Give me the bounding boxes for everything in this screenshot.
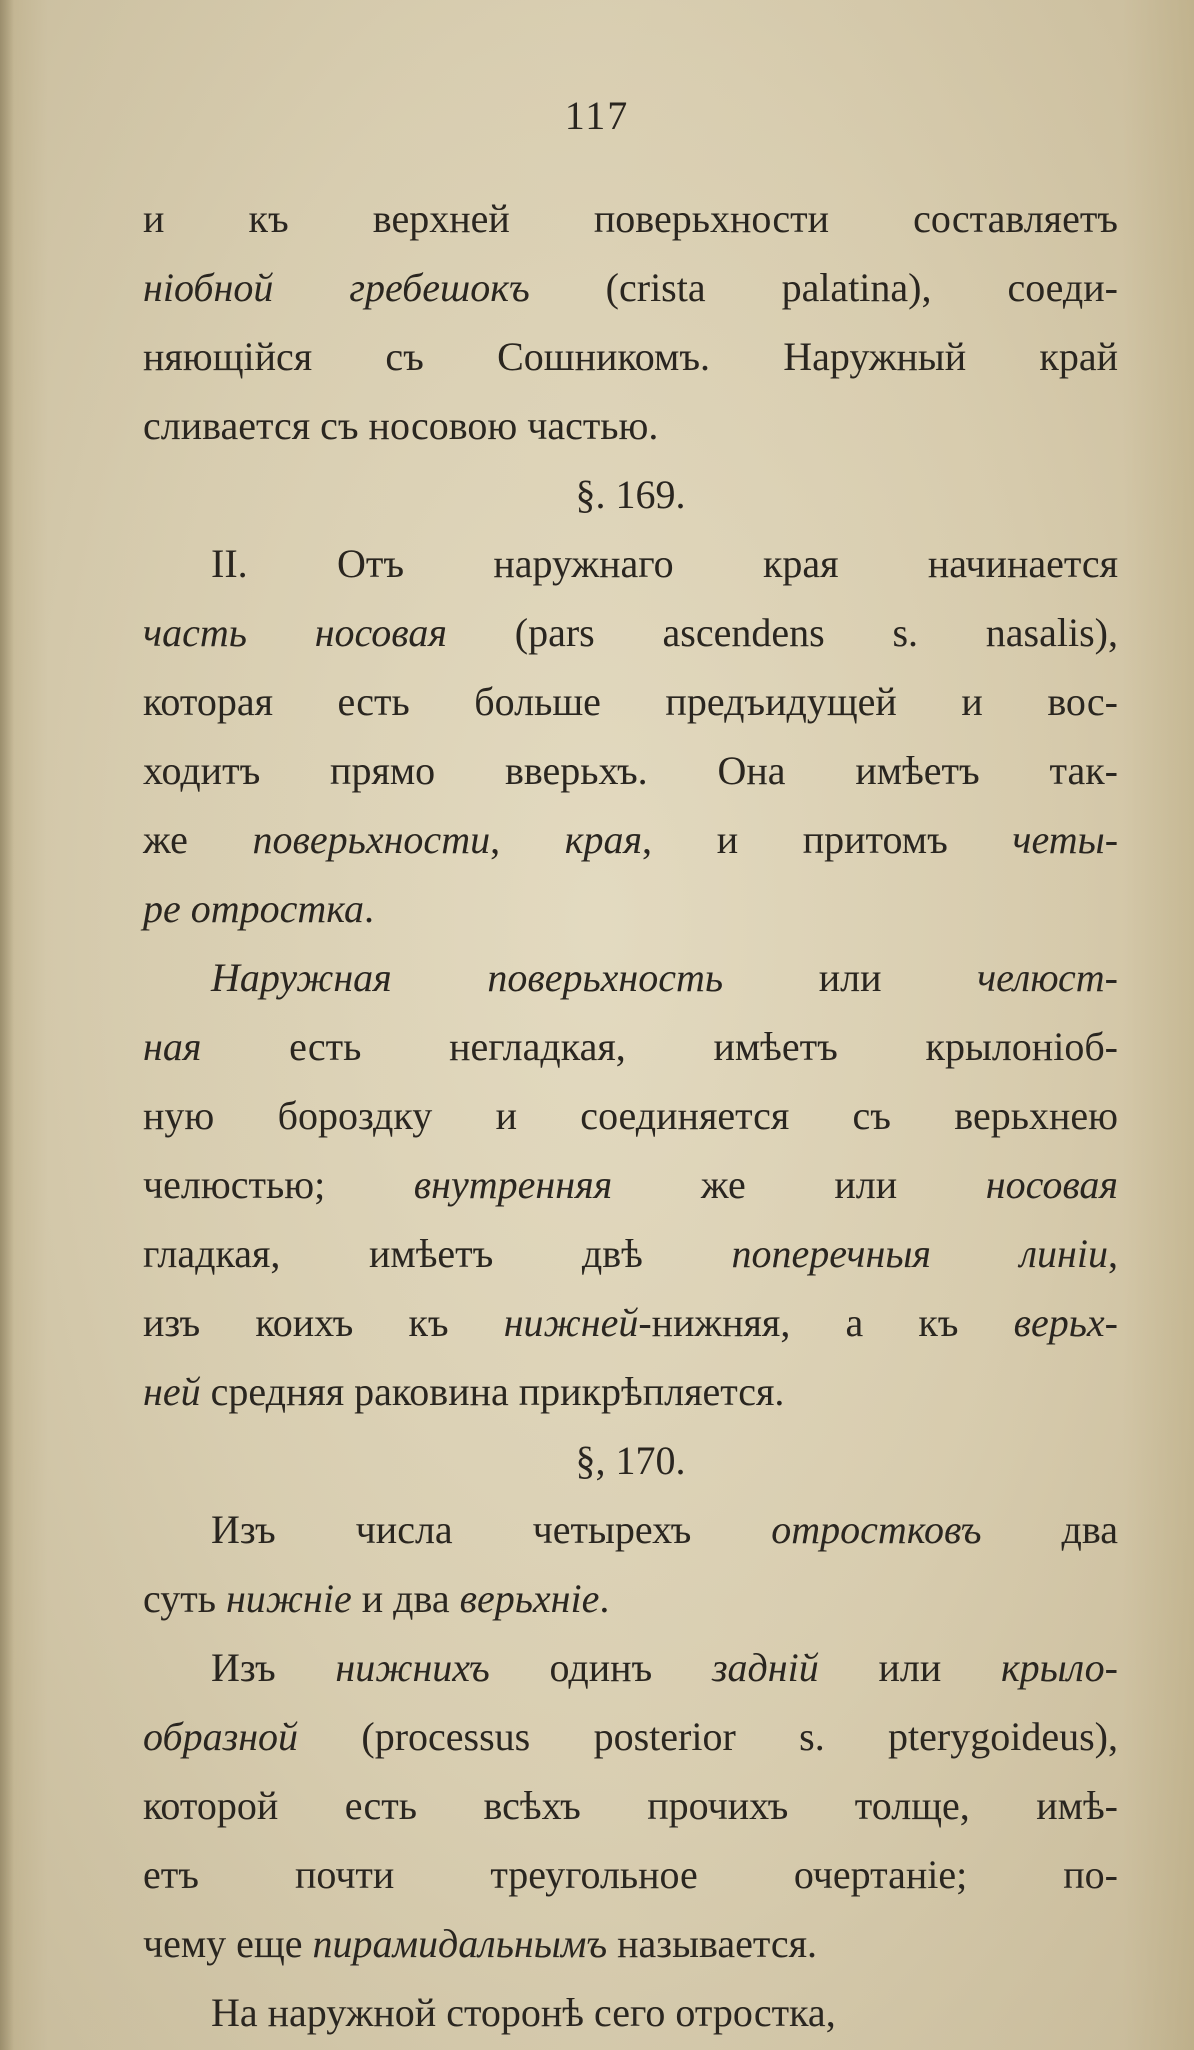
text-segment: няющійся съ Сошникомъ. Наружный край — [143, 334, 1118, 379]
page-body-text — [143, 184, 1118, 2047]
italic-term: пирамидальнымъ — [312, 1921, 608, 1966]
italic-term: нижнихъ — [335, 1645, 490, 1690]
page-edge-shadow — [0, 0, 14, 2050]
italic-term: челюст- — [977, 955, 1118, 1000]
text-segment: же — [143, 817, 253, 862]
text-segment: одинъ — [489, 1645, 712, 1690]
italic-term: поперечныя линіи — [731, 1231, 1108, 1276]
text-line — [143, 1840, 1118, 1909]
text-segment: II. Отъ наружнаго края начинается — [211, 541, 1118, 586]
page-number: 117 — [564, 93, 630, 138]
italic-term: верьхніе — [459, 1576, 600, 1621]
text-segment: (crista palatina), соеди- — [529, 265, 1118, 310]
text-line — [143, 1909, 1118, 1978]
text-line — [143, 874, 1118, 943]
text-line — [143, 1495, 1118, 1564]
italic-term: края — [564, 817, 643, 862]
text-line — [143, 598, 1118, 667]
italic-term: ная — [143, 1024, 202, 1069]
text-segment: сливается съ носовою частью. — [143, 403, 659, 448]
text-segment: челюстью; — [143, 1162, 414, 1207]
text-line — [143, 529, 1118, 598]
text-segment: §, 170. — [575, 1438, 686, 1483]
text-segment: гладкая, имѣетъ двѣ — [143, 1231, 732, 1276]
italic-term: крыло- — [1000, 1645, 1119, 1690]
text-segment: которой есть всѣхъ прочихъ толще, имѣ- — [143, 1783, 1118, 1828]
text-segment: (pars ascendens s. nasalis), — [447, 610, 1118, 655]
italic-term: четы- — [1012, 817, 1119, 862]
section-heading — [143, 1426, 1118, 1495]
text-segment: §. 169. — [575, 472, 686, 517]
text-segment: называется. — [607, 1921, 817, 1966]
italic-term: Наружная поверьхность — [211, 955, 724, 1000]
text-segment: , — [490, 817, 565, 862]
text-line — [143, 736, 1118, 805]
italic-term: ре отростка — [143, 886, 364, 931]
text-line — [143, 805, 1118, 874]
italic-term: ніобной гребешокъ — [143, 265, 530, 310]
text-line — [143, 1978, 1118, 2047]
text-line — [143, 1288, 1118, 1357]
text-segment: же или — [612, 1162, 986, 1207]
italic-term: нижніе — [225, 1576, 352, 1621]
text-segment: чему еще — [143, 1921, 313, 1966]
section-heading — [143, 460, 1118, 529]
text-segment: , — [1108, 1231, 1118, 1276]
text-line — [143, 1771, 1118, 1840]
text-segment: суть — [143, 1576, 226, 1621]
italic-term: отростковъ — [771, 1507, 982, 1552]
italic-term: верьх- — [1013, 1300, 1119, 1345]
text-segment: Изъ — [211, 1645, 336, 1690]
italic-term: образной — [143, 1714, 299, 1759]
text-line — [143, 1219, 1118, 1288]
text-segment: -нижняя, а къ — [638, 1300, 1014, 1345]
text-line — [143, 253, 1118, 322]
text-segment: ную бороздку и соединяется съ верьхнею — [143, 1093, 1118, 1138]
text-segment: . — [599, 1576, 610, 1621]
text-segment: изъ коихъ къ — [143, 1300, 504, 1345]
text-line — [143, 1012, 1118, 1081]
text-segment: На наружной сторонѣ сего отростка, — [211, 1990, 836, 2035]
text-segment: . — [364, 886, 374, 931]
text-segment: , и притомъ — [642, 817, 1013, 862]
text-segment: или — [723, 955, 978, 1000]
text-line — [143, 184, 1118, 253]
text-line — [143, 943, 1118, 1012]
italic-term: носовая — [985, 1162, 1119, 1207]
italic-term: нижней — [503, 1300, 639, 1345]
italic-term: задній — [711, 1645, 819, 1690]
text-line — [143, 322, 1118, 391]
text-segment: ходитъ прямо вверьхъ. Она имѣетъ так- — [143, 748, 1118, 793]
text-line — [143, 1633, 1118, 1702]
text-line — [143, 1081, 1118, 1150]
text-segment: и къ верхней поверьхности составляетъ — [143, 196, 1118, 241]
text-line — [143, 1150, 1118, 1219]
text-segment: средняя раковина прикрѣпляется. — [200, 1369, 785, 1414]
text-segment: и два — [351, 1576, 460, 1621]
text-line — [143, 1357, 1118, 1426]
italic-term: ней — [143, 1369, 201, 1414]
text-segment: два — [981, 1507, 1118, 1552]
text-segment: Изъ числа четырехъ — [211, 1507, 772, 1552]
text-line — [143, 667, 1118, 736]
italic-term: часть носовая — [143, 610, 447, 655]
text-line — [143, 391, 1118, 460]
text-segment: етъ почти треугольное очертаніе; по- — [143, 1852, 1118, 1897]
italic-term: внутренняя — [413, 1162, 613, 1207]
text-line — [143, 1564, 1118, 1633]
italic-term: поверьхности — [252, 817, 491, 862]
text-line — [143, 1702, 1118, 1771]
text-segment: которая есть больше предъидущей и вос- — [143, 679, 1118, 724]
text-segment: (processus posterior s. pterygoideus), — [298, 1714, 1118, 1759]
text-segment: есть негладкая, имѣетъ крылоніоб- — [201, 1024, 1118, 1069]
text-segment: или — [818, 1645, 1001, 1690]
